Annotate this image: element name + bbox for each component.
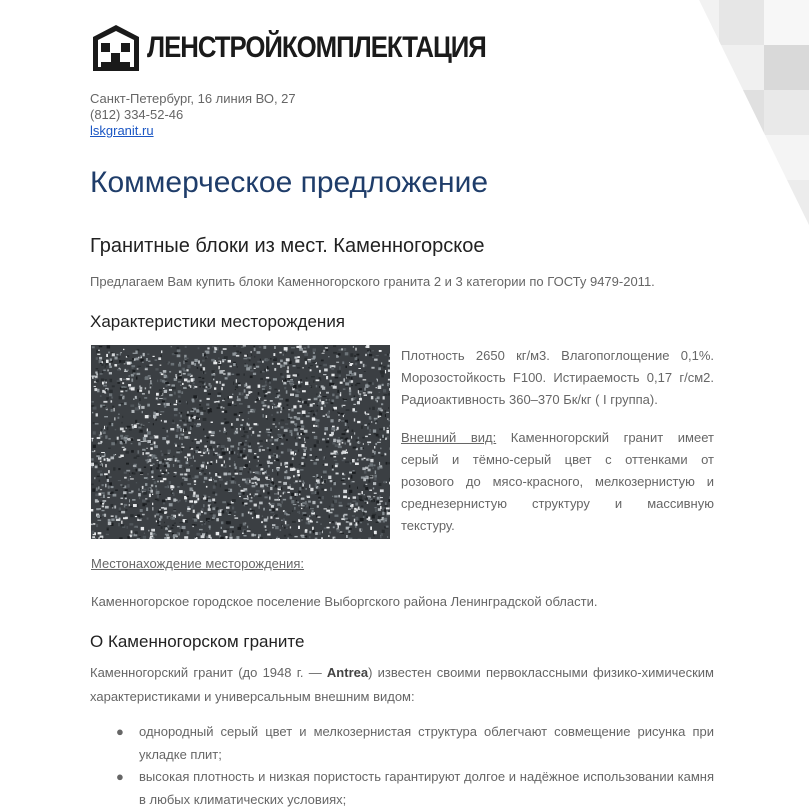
company-name: ЛЕНСТРОЙКОМПЛЕКТАЦИЯ <box>147 33 486 63</box>
deposit-properties <box>401 345 714 411</box>
offer-subtitle: Гранитные блоки из мест. Каменногорское <box>90 235 485 258</box>
list-item <box>116 765 714 811</box>
company-website-link[interactable]: lskgranit.ru <box>90 123 296 139</box>
about-heading: О Каменногорском граните <box>90 632 304 652</box>
list-item-text: однородный серый цвет и мелкозернистая структура облегчают совмещение рисунка при укладке плит; <box>139 720 714 766</box>
deposit-heading: Характеристики месторождения <box>90 312 345 332</box>
company-address: Санкт-Петербург, 16 линия ВО, 27 <box>90 91 296 107</box>
company-phone: (812) 334-52-46 <box>90 107 296 123</box>
appearance-line: Каменногорский гранит имеет <box>496 430 714 445</box>
company-logo <box>91 22 541 74</box>
location-text: Каменногорское городское поселение Выборгского района Ленинградской области. <box>91 594 597 609</box>
list-item <box>116 720 714 766</box>
intro-text: Предлагаем Вам купить блоки Каменногорского гранита 2 и 3 категории по ГОСТу 9479-2011. <box>90 274 655 289</box>
location-label: Местонахождение месторождения: <box>91 556 304 571</box>
about-text <box>90 661 714 709</box>
about-text-part: Каменногорский гранит (до 1948 г. — <box>90 665 327 680</box>
about-text-part: ) известен своими первоклассными физико-химическим характеристиками и универсальным внешним видом: <box>90 665 714 704</box>
properties-line: Радиоактивность 360–370 Бк/кг ( I группа). <box>401 389 714 411</box>
contact-block <box>90 91 296 139</box>
appearance-line: розового до мясо-красного, мелкозернистую и <box>401 471 714 493</box>
bullet-icon: ● <box>116 765 124 788</box>
list-item-text: высокая плотность и низкая пористость гарантируют долгое и надёжное использовании камня в любых климатических условиях; <box>139 765 714 811</box>
appearance-line: текстуру. <box>401 515 714 537</box>
corner-pattern-decoration <box>609 0 809 225</box>
appearance-line: серый и тёмно-серый цвет с оттенками от <box>401 449 714 471</box>
granite-photo <box>91 345 390 539</box>
appearance-line: среднезернистую структуру и массивную <box>401 493 714 515</box>
properties-line: Плотность 2650 кг/м3. Влагопоглощение 0,1%. <box>401 345 714 367</box>
logo-cube-icon <box>91 23 141 73</box>
properties-line: Морозостойкость F100. Истираемость 0,17 г/см2. <box>401 367 714 389</box>
bullet-icon: ● <box>116 720 124 743</box>
page-title: Коммерческое предложение <box>90 166 488 200</box>
appearance-label: Внешний вид: <box>401 430 496 445</box>
deposit-appearance <box>401 427 714 537</box>
about-text-bold: Antrea <box>327 665 368 680</box>
